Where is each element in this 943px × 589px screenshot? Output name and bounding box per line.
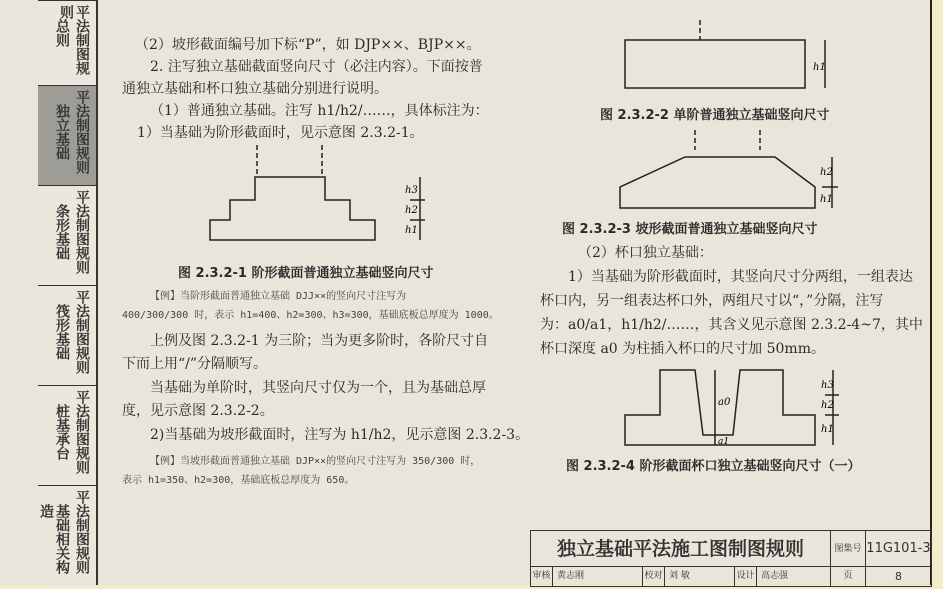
svg-text:h2: h2 <box>820 167 833 178</box>
text-line: 为：a0/a1，h1/h2/……，其含义见示意图 2.3.2-4~7，其中 <box>540 317 923 333</box>
tab-title: 桩基承台 <box>54 404 70 460</box>
page-label: 页 <box>831 567 866 586</box>
svg-text:h1: h1 <box>813 62 826 73</box>
text-line: 1）当基础为阶形截面时，见示意图 2.3.2-1。 <box>137 125 424 141</box>
figure-stepped-foundation <box>200 145 450 250</box>
svg-text:h3: h3 <box>821 380 834 391</box>
designer-name: 高志强 <box>757 567 831 586</box>
reviewer-name: 黄志刚 <box>553 567 643 586</box>
text-line: （1）普通独立基础。注写 h1/h2/……，具体标注为： <box>150 103 489 119</box>
svg-text:h1: h1 <box>821 424 834 435</box>
chapter-tab[interactable] <box>38 485 96 586</box>
tab-subtitle: 平法制图规则 <box>74 90 90 174</box>
page-number: 8 <box>895 570 902 583</box>
tab-title: 筏形基础 <box>54 304 70 360</box>
chapter-tab[interactable] <box>38 85 96 186</box>
figure-caption: 图 2.3.2-4 阶形截面杯口独立基础竖向尺寸（一） <box>566 459 861 474</box>
chapter-tab[interactable] <box>38 185 96 286</box>
chapter-tab[interactable] <box>38 385 96 486</box>
atlas-number: 11G101-3 <box>866 531 931 567</box>
text-line: 通独立基础和杯口独立基础分别进行说明。 <box>122 81 388 97</box>
tab-title: 基础相关构造 <box>38 504 70 574</box>
title-block <box>530 530 932 587</box>
tab-subtitle: 平法制图规则 <box>74 290 90 374</box>
text-line: 杯口内，另一组表达杯口外，两组尺寸以“，”分隔，注写 <box>540 293 884 309</box>
check-label: 校对 <box>643 567 665 586</box>
text-line: 2)当基础为坡形截面时，注写为 h1/h2，见示意图 2.3.2-3。 <box>150 427 530 443</box>
text-line: 杯口深度 a0 为柱插入杯口的尺寸加 50mm。 <box>540 341 825 357</box>
svg-text:h1: h1 <box>820 194 833 205</box>
drawing-title: 独立基础平法施工图制图规则 <box>531 531 831 567</box>
tab-title: 条形基础 <box>54 204 70 260</box>
example-text: 400/300/300 时，表示 h1=400、h2=300、h3=300，基础底板总厚度为 1000。 <box>122 310 499 321</box>
dim-h2: h2 <box>405 205 418 216</box>
text-line: 下而上用“/”分隔顺写。 <box>122 356 268 372</box>
text-line: 2. 注写独立基础截面竖向尺寸（必注内容）。下面按普 <box>150 59 483 75</box>
dim-h3: h3 <box>405 185 418 196</box>
text-line: （2）杯口独立基础： <box>578 245 713 261</box>
figure-caption: 图 2.3.2-1 阶形截面普通独立基础竖向尺寸 <box>178 266 434 281</box>
figure-caption: 图 2.3.2-3 坡形截面普通独立基础竖向尺寸 <box>562 222 818 237</box>
tab-subtitle: 平法制图规则 <box>74 390 90 474</box>
text-line: （2）坡形截面编号加下标“P”，如 DJP××、BJP××。 <box>135 37 481 53</box>
chapter-tab[interactable] <box>38 285 96 386</box>
design-label: 设计 <box>735 567 757 586</box>
atlas-label: 图集号 <box>831 531 866 567</box>
svg-text:a0: a0 <box>718 397 731 408</box>
example-text: 【例】当阶形截面普通独立基础 DJJ××的竖向尺寸注写为 <box>150 291 407 302</box>
svg-text:a1: a1 <box>718 437 730 447</box>
review-label: 审核 <box>531 567 553 586</box>
checker-name: 刘 敏 <box>665 567 735 586</box>
figure-sloped <box>610 130 850 215</box>
tab-title: 独立基础 <box>54 104 70 160</box>
tab-title: 总则 <box>54 19 70 47</box>
tab-subtitle: 平法制图规则 <box>74 190 90 274</box>
example-text: 【例】当坡形截面普通独立基础 DJP××的竖向尺寸注写为 350/300 时， <box>150 456 481 467</box>
dim-h1: h1 <box>405 225 418 236</box>
text-line: 上例及图 2.3.2-1 为三阶；当为更多阶时，各阶尺寸自 <box>150 333 489 349</box>
figure-cup-foundation <box>615 360 855 455</box>
chapter-tab[interactable] <box>38 0 96 86</box>
spine-line <box>96 0 98 585</box>
example-text: 表示 h1=350、h2=300，基础底板总厚度为 650。 <box>122 475 355 486</box>
svg-text:h2: h2 <box>821 400 834 411</box>
tab-subtitle: 平法制图规则 <box>74 490 90 574</box>
text-line: 当基础为单阶时，其竖向尺寸仅为一个，且为基础总厚 <box>150 380 486 396</box>
figure-caption: 图 2.3.2-2 单阶普通独立基础竖向尺寸 <box>600 108 830 123</box>
text-line: 度，见示意图 2.3.2-2。 <box>122 403 274 419</box>
text-line: 1）当基础为阶形截面时，其竖向尺寸分两组，一组表达 <box>568 269 913 285</box>
figure-single-step <box>610 20 850 100</box>
tab-subtitle: 平法制图规则 <box>58 5 90 75</box>
